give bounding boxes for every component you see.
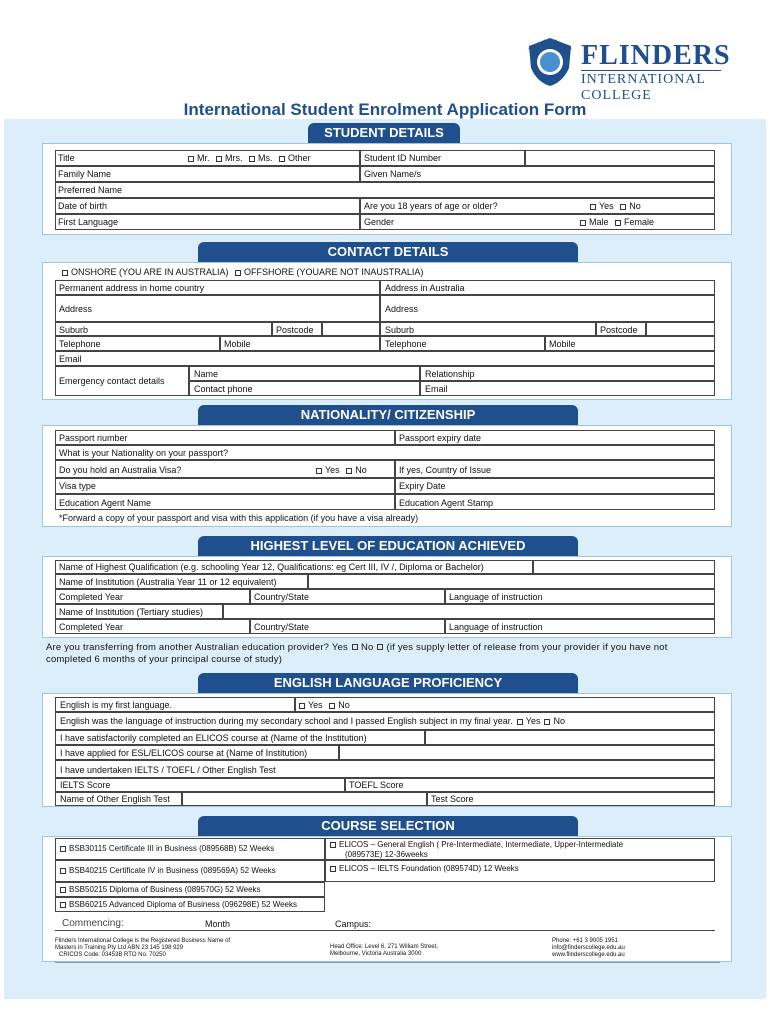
month-label: Month [205, 919, 231, 929]
english-header: ENGLISH LANGUAGE PROFICIENCY [198, 673, 578, 693]
course-c1-label: BSB30115 Certificate III in Business (089568B) 52 Weeks [69, 844, 275, 853]
visa-type-input[interactable] [55, 478, 395, 494]
course-c2-label: BSB40215 Certificate IV in Business (089569A) 52 Weeks [69, 866, 276, 875]
logo-name: FLINDERS [581, 40, 731, 71]
inst12-label: Name of Institution (Australia Year 11 or 12 equivalent) [59, 577, 277, 587]
visa-yes-label: Yes [325, 465, 340, 475]
page-title: International Student Enrolment Application Form [183, 100, 587, 119]
emergency-email-label: Email [425, 384, 448, 394]
course-e1-checkbox[interactable] [330, 842, 336, 848]
education-header: HIGHEST LEVEL OF EDUCATION ACHIEVED [198, 536, 578, 556]
course-e2-label: ELICOS – IELTS Foundation (089574D) 12 Weeks [339, 864, 519, 873]
footer-right [552, 938, 625, 959]
female-checkbox[interactable] [615, 220, 621, 226]
commencing-label: Commencing: [62, 918, 124, 929]
email-input[interactable] [55, 351, 715, 366]
student-id-input[interactable] [525, 150, 715, 166]
perm-address-input[interactable] [55, 295, 380, 322]
instruction-row [60, 715, 565, 727]
language-12-label: Language of instruction [449, 592, 543, 602]
aus-address-field-label: Address [385, 304, 419, 314]
qualification-label: Name of Highest Qualification (e.g. schooling Year 12, Qualifications: eg Cert III, IV /, Diploma or Bachelor) [59, 562, 484, 572]
course-e1-weeks: (089573E) 12-36weeks [345, 850, 428, 859]
course-c3-label: BSB50215 Diploma of Business (089570G) 52 Weeks [69, 885, 261, 894]
nationality-label: What is your Nationality on your passport? [59, 448, 229, 458]
english-first-label: English is my first language. [60, 700, 173, 710]
other-label: Other [288, 153, 311, 163]
agent-stamp-label: Education Agent Stamp [399, 498, 494, 508]
emergency-phone-label: Contact phone [194, 384, 253, 394]
aus-mobile-label: Mobile [549, 339, 576, 349]
dob-label: Date of birth [58, 201, 108, 211]
male-label: Male [589, 217, 609, 227]
course-c4-checkbox[interactable] [60, 902, 66, 908]
other-test-input[interactable] [182, 792, 427, 806]
given-names-label: Given Name/s [364, 169, 422, 179]
gender-field [360, 214, 715, 230]
course-e2 [326, 863, 519, 875]
visa-options [312, 464, 367, 476]
english-first-no-checkbox[interactable] [329, 703, 335, 709]
aus-address-label: Address in Australia [385, 283, 465, 293]
language-tert-label: Language of instruction [449, 622, 543, 632]
mrs-checkbox[interactable] [216, 156, 222, 162]
preferred-name-input[interactable] [55, 182, 715, 198]
visa-question-label: Do you hold an Australia Visa? [59, 465, 182, 475]
other-test-label: Name of Other English Test [60, 794, 170, 804]
english-first-options [295, 699, 350, 711]
course-c1 [56, 843, 274, 855]
transfer-text-1: Are you transferring from another Australian education provider? Yes [46, 642, 348, 653]
agent-name-label: Education Agent Name [59, 498, 152, 508]
inst-tert-label: Name of Institution (Tertiary studies) [59, 607, 204, 617]
location-options [58, 266, 423, 278]
visa-no-checkbox[interactable] [346, 468, 352, 474]
title-label: Title [58, 153, 75, 163]
perm-mobile-label: Mobile [224, 339, 251, 349]
emergency-label: Emergency contact details [59, 376, 165, 386]
course-c4-label: BSB60215 Advanced Diploma of Business (096298E) 52 Weeks [69, 900, 297, 909]
over18-no-checkbox[interactable] [620, 204, 626, 210]
over18-options [586, 200, 641, 212]
commencing-line[interactable] [55, 930, 715, 931]
emergency-name-input[interactable] [189, 366, 420, 381]
emergency-name-label: Name [194, 369, 219, 379]
footer-left-2: Masters in Training Pty Ltd ABN 23 145 198 929 [55, 945, 184, 951]
elicos-input[interactable] [425, 730, 715, 745]
aus-address-input[interactable] [380, 295, 715, 322]
passport-note: *Forward a copy of your passport and visa with this application (if you have a visa already) [59, 513, 419, 523]
course-c2 [56, 865, 276, 877]
over18-yes-label: Yes [599, 201, 614, 211]
over18-yes-checkbox[interactable] [590, 204, 596, 210]
footer-phone: Phone: +61 3 9005 1951 [552, 938, 618, 944]
offshore-label: OFFSHORE (YOUARE NOT INAUSTRALIA) [244, 267, 424, 277]
ms-checkbox[interactable] [249, 156, 255, 162]
transfer-text-3: completed 6 months of your principal course of study) [46, 654, 283, 665]
email-label: Email [59, 354, 82, 364]
instruction-yes-checkbox[interactable] [517, 719, 523, 725]
transfer-question [46, 642, 668, 654]
transfer-no-label: No [360, 642, 374, 653]
english-first-yes-label: Yes [308, 700, 323, 710]
instruction-no-checkbox[interactable] [544, 719, 550, 725]
college-logo [525, 36, 731, 103]
student-id-label: Student ID Number [364, 153, 442, 163]
female-label: Female [624, 217, 655, 227]
footer-left-1: Flinders International College is the Registered Business Name of [55, 938, 231, 944]
footer-left-3: CRICOS Code: 03453B RTO No. 70250 [59, 952, 166, 958]
over18-no-label: No [629, 201, 641, 211]
qualification-input[interactable] [533, 560, 715, 574]
course-e1 [326, 840, 623, 860]
campus-label: Campus: [335, 919, 372, 929]
logo-subtitle: INTERNATIONAL COLLEGE [581, 70, 721, 104]
over18-label: Are you 18 years of age or older? [364, 201, 498, 211]
english-first-options-cell [295, 697, 715, 712]
course-c2-checkbox[interactable] [60, 868, 66, 874]
nationality-header: NATIONALITY/ CITIZENSHIP [198, 405, 578, 425]
course-c3 [56, 884, 261, 896]
applied-label: I have applied for ESL/ELICOS course at (Name of Institution) [60, 748, 308, 758]
toefl-score-label: TOEFL Score [349, 780, 404, 790]
male-checkbox[interactable] [580, 220, 586, 226]
transfer-yes-checkbox[interactable] [352, 644, 358, 650]
perm-address-field-label: Address [59, 304, 93, 314]
onshore-checkbox[interactable] [62, 270, 68, 276]
mr-checkbox[interactable] [188, 156, 194, 162]
course-e1-label: ELICOS – General English ( Pre-Intermediate, Intermediate, Upper-Intermediate [339, 840, 624, 849]
footer-left [55, 938, 230, 959]
english-first-yes-checkbox[interactable] [299, 703, 305, 709]
aus-postcode-input[interactable] [646, 322, 715, 336]
inst12-input[interactable] [308, 574, 715, 589]
footer-middle-1: Head Office: Level 6, 271 William Street, [330, 944, 438, 950]
course-c4 [56, 899, 297, 911]
visa-no-label: No [355, 465, 367, 475]
country-12-label: Country/State [254, 592, 310, 602]
onshore-label: ONSHORE (YOU ARE IN AUSTRALIA) [71, 267, 229, 277]
mrs-label: Mrs. [225, 153, 243, 163]
course-c1-checkbox[interactable] [60, 846, 66, 852]
footer-middle [330, 944, 438, 958]
perm-address-label: Permanent address in home country [59, 283, 205, 293]
instruction-no-label: No [553, 716, 565, 726]
preferred-name-label: Preferred Name [58, 185, 123, 195]
footer-divider [55, 962, 720, 963]
shield-icon [525, 36, 575, 88]
emergency-email-input[interactable] [420, 381, 715, 396]
completed-year-tert-label: Completed Year [59, 622, 124, 632]
aus-telephone-label: Telephone [385, 339, 427, 349]
mr-label: Mr. [197, 153, 210, 163]
contact-details-header: CONTACT DETAILS [198, 242, 578, 262]
transfer-no-checkbox[interactable] [377, 644, 383, 650]
family-name-label: Family Name [58, 169, 112, 179]
course-header: COURSE SELECTION [198, 816, 578, 836]
visa-yes-checkbox[interactable] [316, 468, 322, 474]
perm-suburb-label: Suburb [59, 325, 89, 335]
perm-postcode-input[interactable] [322, 322, 380, 336]
perm-postcode-label: Postcode [276, 325, 314, 335]
english-first-no-label: No [338, 700, 350, 710]
gender-label: Gender [364, 217, 395, 227]
visa-type-label: Visa type [59, 481, 96, 491]
instruction-yes-label: Yes [525, 716, 541, 726]
footer-middle-2: Melbourne, Victoria Australia 3000 [330, 951, 422, 957]
aus-suburb-label: Suburb [385, 325, 415, 335]
emergency-relationship-label: Relationship [425, 369, 475, 379]
test-score-label: Test Score [431, 794, 474, 804]
course-c3-checkbox[interactable] [60, 887, 66, 893]
aus-postcode-label: Postcode [600, 325, 638, 335]
ms-label: Ms. [258, 153, 273, 163]
passport-number-label: Passport number [59, 433, 128, 443]
applied-input[interactable] [339, 745, 715, 760]
other-checkbox[interactable] [279, 156, 285, 162]
elicos-label: I have satisfactorily completed an ELICOS course at (Name of the Institution) [60, 733, 367, 743]
student-details-header: STUDENT DETAILS [308, 123, 460, 143]
offshore-checkbox[interactable] [235, 270, 241, 276]
instruction-label: English was the language of instruction during my secondary school and I passed English subject in my final year. [60, 716, 513, 726]
inst-tert-input[interactable] [223, 604, 715, 619]
first-language-label: First Language [58, 217, 119, 227]
transfer-text-2: (if yes supply letter of release from your provider if you have not [386, 642, 668, 653]
visa-expiry-label: Expiry Date [399, 481, 446, 491]
perm-telephone-label: Telephone [59, 339, 101, 349]
course-e2-checkbox[interactable] [330, 866, 336, 872]
country-tert-label: Country/State [254, 622, 310, 632]
title-options [184, 152, 311, 164]
footer-email[interactable]: info@finderscollege.edu.au [552, 945, 625, 951]
ielts-score-label: IELTS Score [60, 780, 111, 790]
gender-options [576, 216, 654, 228]
passport-expiry-label: Passport expiry date [399, 433, 482, 443]
country-issue-label: If yes, Country of Issue [399, 465, 492, 475]
footer-website[interactable]: www.flinderscollege.edu.au [552, 952, 625, 958]
completed-year-12-label: Completed Year [59, 592, 124, 602]
ielts-taken-label: I have undertaken IELTS / TOEFL / Other English Test [60, 765, 276, 775]
